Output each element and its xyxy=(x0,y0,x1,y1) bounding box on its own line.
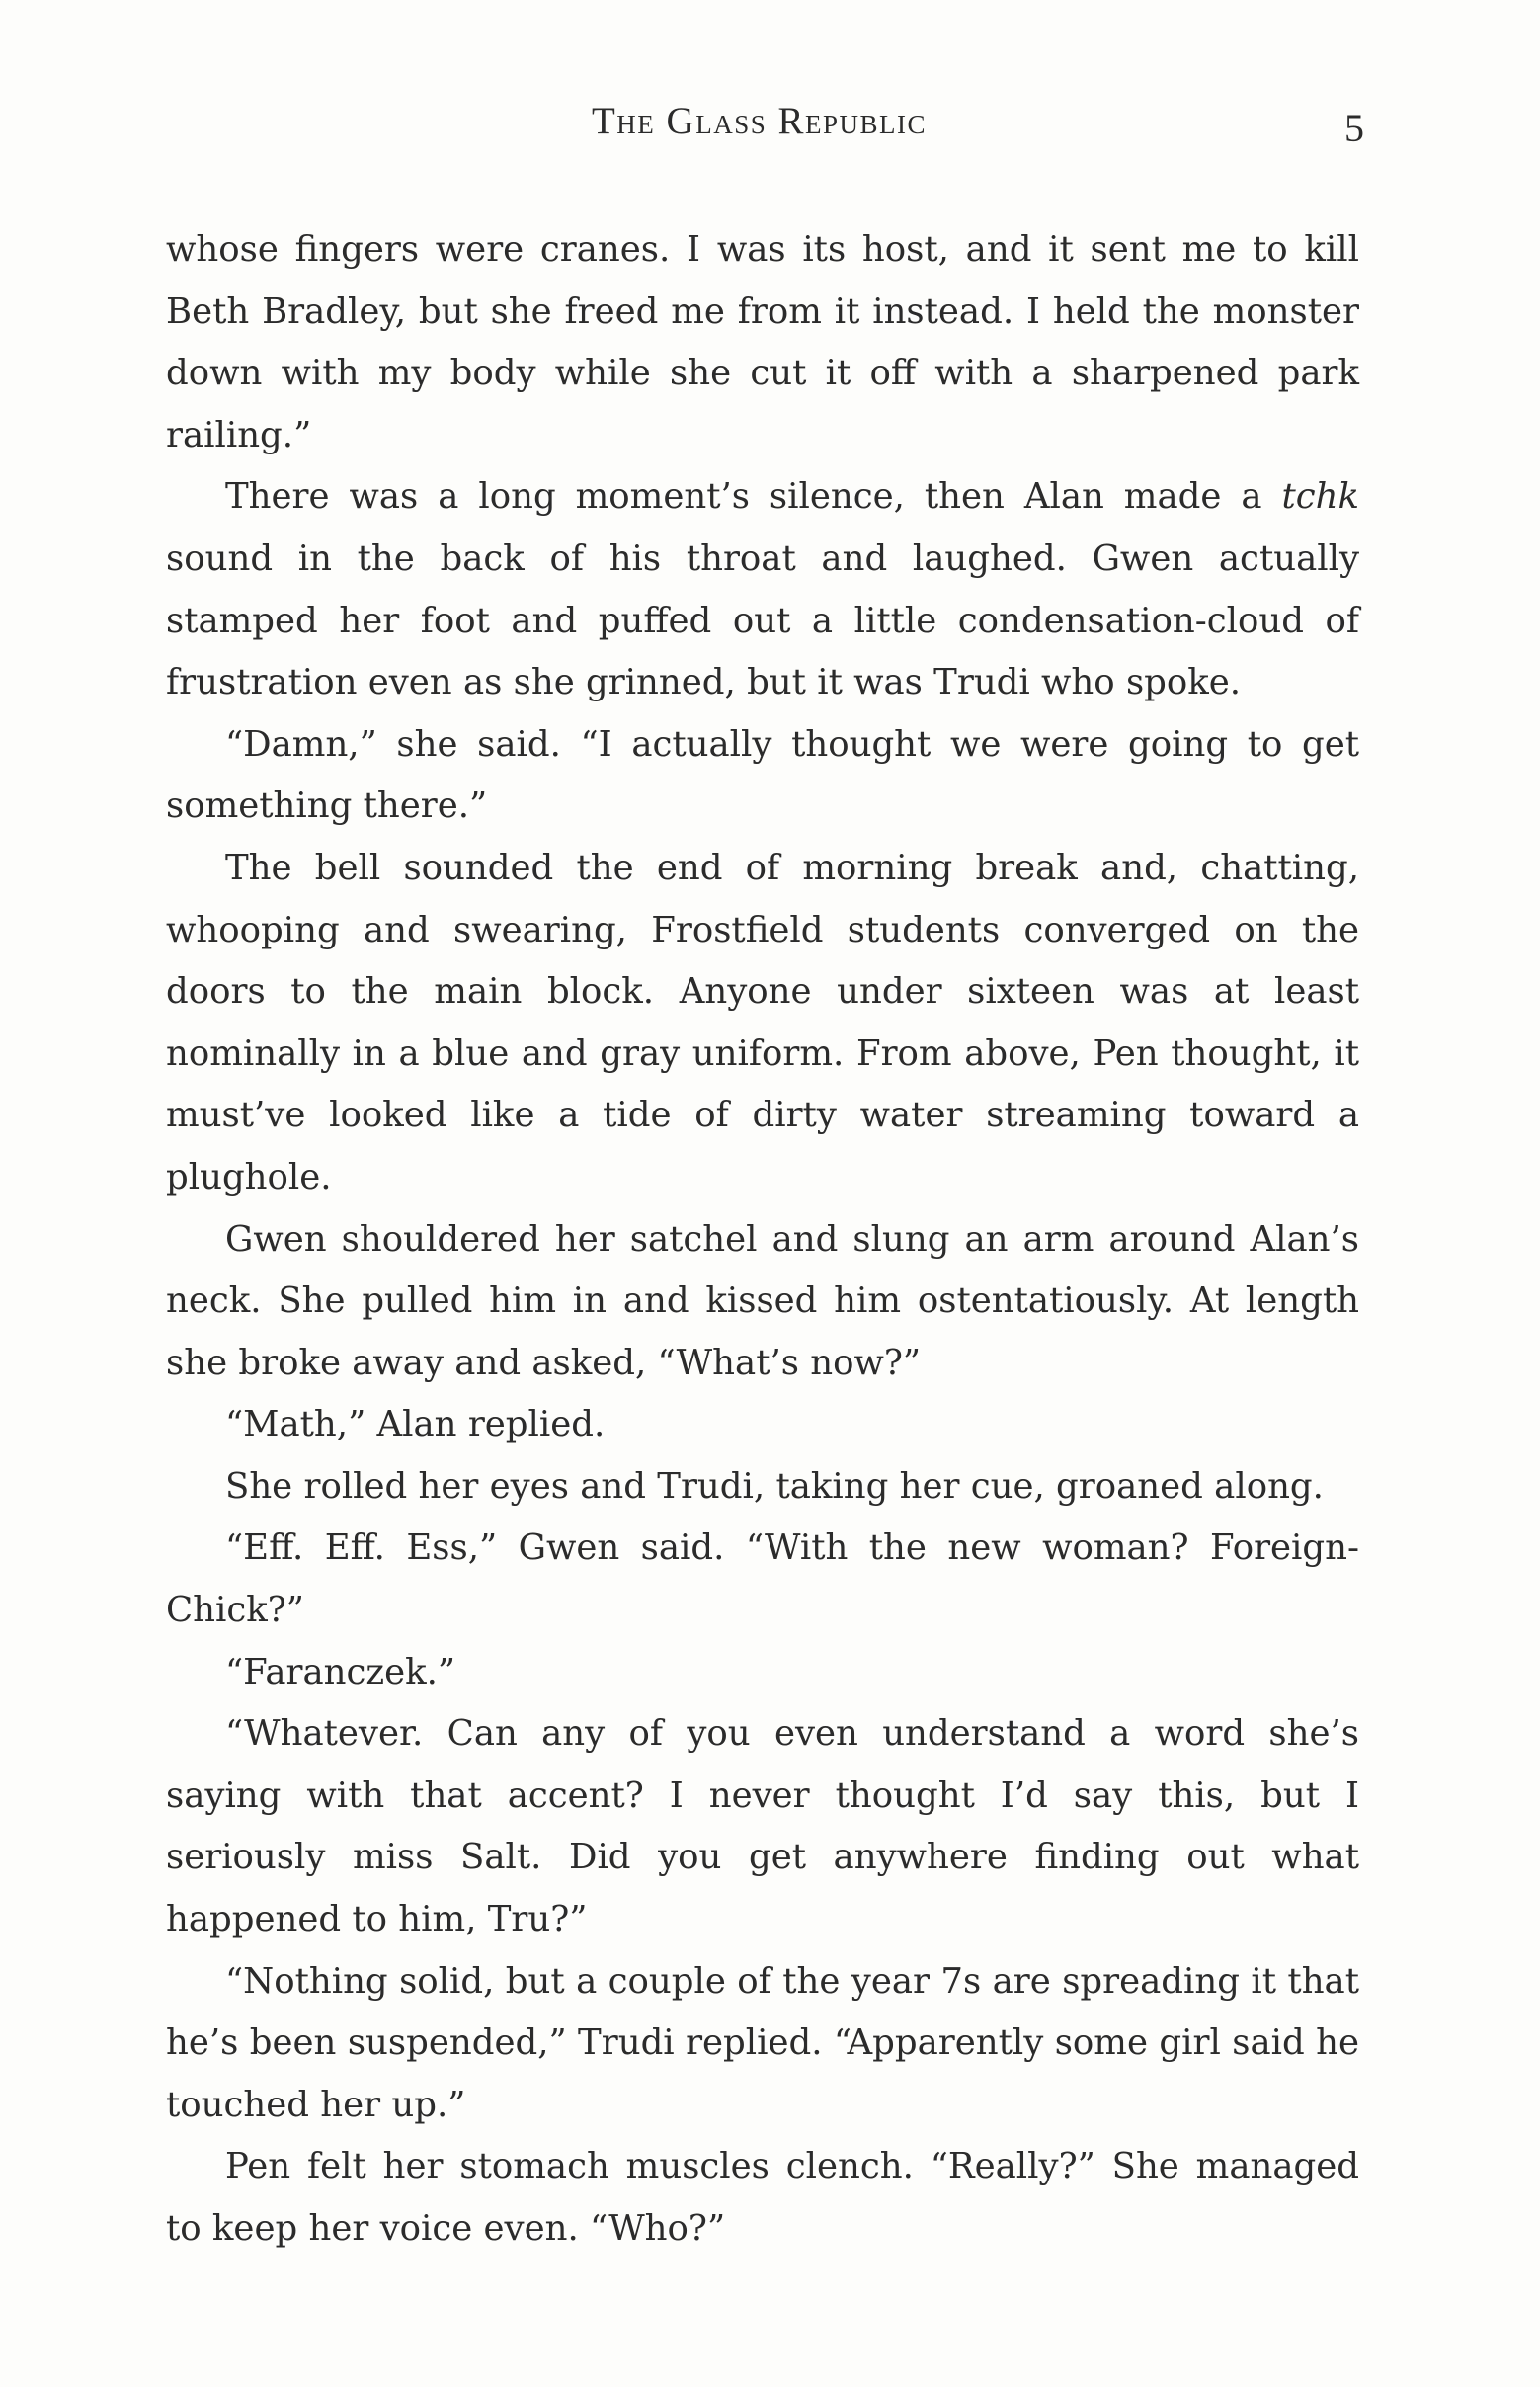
paragraph-text: whose fingers were cranes. I was its host, and it sent me to kill Beth Bradley, but she freed me from it instead. I held the monster down with my body while she cut it off with a sharpened park railing.” xyxy=(166,229,1359,455)
italic-text: tchk xyxy=(1281,476,1359,518)
paragraph xyxy=(166,1456,1359,1519)
paragraph-text: She rolled her eyes and Trudi, taking her cue, groaned along. xyxy=(225,1465,1324,1507)
body-text xyxy=(166,219,1359,2261)
paragraph xyxy=(166,1642,1359,1704)
paragraph-text: Gwen shouldered her satchel and slung an arm around Alan’s neck. She pulled him in and kissed him ostentatiously. At length she broke away and asked, “What’s now?” xyxy=(166,1218,1359,1383)
page-number: 5 xyxy=(1344,106,1364,150)
paragraph xyxy=(166,838,1359,1209)
paragraph xyxy=(166,1518,1359,1641)
paragraph-text: There was a long moment’s silence, then Alan made a xyxy=(225,476,1282,518)
paragraph-text: “Whatever. Can any of you even understand a word she’s saying with that accent? I never thought I’d say this, but I seriously miss Salt. Did you get anywhere finding out what happened to him, Tru?” xyxy=(166,1713,1359,1940)
paragraph xyxy=(166,2136,1359,2260)
paragraph xyxy=(166,1209,1359,1395)
paragraph-text: Pen felt her stomach muscles clench. “Really?” She managed to keep her voice even. “Who?” xyxy=(166,2146,1359,2249)
paragraph-text: “Nothing solid, but a couple of the year 7s are spreading it that he’s been suspended,” Trudi replied. “Apparently some girl said he touched her up.” xyxy=(166,1960,1359,2125)
paragraph xyxy=(166,714,1359,838)
paragraph-text: sound in the back of his throat and laughed. Gwen actually stamped her foot and puffed out a little condensation-cloud of frustration even as she grinned, but it was Trudi who spoke. xyxy=(166,537,1359,703)
book-title: The Glass Republic xyxy=(591,100,928,142)
paragraph-text: “Math,” Alan replied. xyxy=(225,1404,606,1445)
paragraph xyxy=(166,1394,1359,1456)
paragraph-text: “Faranczek.” xyxy=(225,1651,456,1692)
paragraph xyxy=(166,1703,1359,1950)
paragraph xyxy=(166,466,1359,713)
paragraph-text: The bell sounded the end of morning break and, chatting, whooping and swearing, Frostfield students converged on the doors to the main block. Anyone under sixteen was at least nominally in a blue and gray uniform. From above, Pen thought, it must’ve looked like a tide of dirty water streaming toward a plughole. xyxy=(166,847,1359,1197)
paragraph xyxy=(166,1951,1359,2137)
paragraph xyxy=(166,219,1359,466)
paragraph-text: “Eff. Eff. Ess,” Gwen said. “With the new woman? Foreign-Chick?” xyxy=(166,1527,1359,1631)
paragraph-text: “Damn,” she said. “I actually thought we were going to get something there.” xyxy=(166,723,1359,827)
running-head xyxy=(166,99,1364,158)
